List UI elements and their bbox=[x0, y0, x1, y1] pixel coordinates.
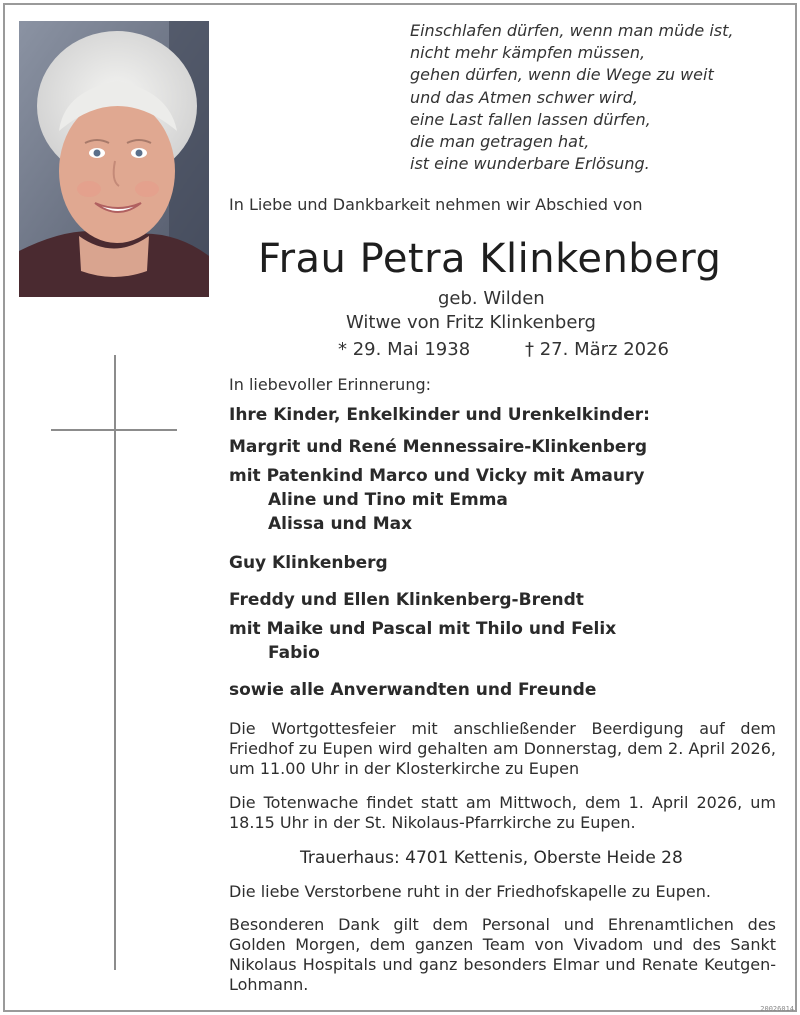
funeral-service-text: Die Wortgottesfeier mit anschließender Beerdigung auf dem Friedhof zu Eupen wird gehalten am Donnerstag, dem 2. April 2026, um 11.00 Uhr in der Klosterkirche zu Eupen bbox=[229, 719, 776, 778]
poem-line: und das Atmen schwer wird, bbox=[410, 87, 638, 107]
family-line: Aline und Tino mit Emma bbox=[268, 490, 508, 510]
poem bbox=[410, 20, 795, 175]
family-line: Fabio bbox=[268, 643, 320, 663]
poem-line: eine Last fallen lassen dürfen, bbox=[410, 109, 651, 129]
family-line: Margrit und René Mennessaire-Klinkenberg bbox=[229, 437, 648, 457]
mourning-house: Trauerhaus: 4701 Kettenis, Oberste Heide 28 bbox=[300, 848, 683, 868]
reference-code: 20026014 bbox=[760, 1005, 794, 1013]
family-heading: Ihre Kinder, Enkelkinder und Urenkelkinder: bbox=[229, 405, 650, 425]
cross-vertical bbox=[114, 355, 116, 970]
wake-text: Die Totenwache findet statt am Mittwoch, dem 1. April 2026, um 18.15 Uhr in der St. Nikolaus-Pfarrkirche zu Eupen. bbox=[229, 793, 776, 832]
deceased-name: Frau Petra Klinkenberg bbox=[258, 236, 722, 282]
family-line: mit Patenkind Marco und Vicky mit Amaury bbox=[229, 466, 645, 486]
death-date: † 27. März 2026 bbox=[525, 339, 670, 360]
family-line: mit Maike und Pascal mit Thilo und Felix bbox=[229, 619, 617, 639]
family-line: Alissa und Max bbox=[268, 514, 413, 534]
portrait-photo bbox=[19, 21, 209, 297]
widow-of: Witwe von Fritz Klinkenberg bbox=[346, 312, 596, 333]
poem-line: die man getragen hat, bbox=[410, 132, 590, 152]
poem-line: gehen dürfen, wenn die Wege zu weit bbox=[410, 65, 714, 85]
cross-horizontal bbox=[51, 429, 177, 431]
farewell-intro: In Liebe und Dankbarkeit nehmen wir Abschied von bbox=[229, 195, 643, 214]
poem-line: Einschlafen dürfen, wenn man müde ist, bbox=[410, 21, 734, 40]
remembrance-label: In liebevoller Erinnerung: bbox=[229, 375, 431, 394]
birth-date: * 29. Mai 1938 bbox=[338, 339, 471, 360]
maiden-name: geb. Wilden bbox=[438, 288, 545, 309]
poem-line: ist eine wunderbare Erlösung. bbox=[410, 154, 650, 174]
family-line: Freddy und Ellen Klinkenberg-Brendt bbox=[229, 590, 584, 610]
family-line: sowie alle Anverwandten und Freunde bbox=[229, 680, 597, 700]
poem-line: nicht mehr kämpfen müssen, bbox=[410, 43, 646, 63]
resting-place-text: Die liebe Verstorbene ruht in der Friedhofskapelle zu Eupen. bbox=[229, 882, 711, 901]
family-line: Guy Klinkenberg bbox=[229, 553, 388, 573]
thanks-text: Besonderen Dank gilt dem Personal und Ehrenamtlichen des Golden Morgen, dem ganzen Team von Vivadom und des Sankt Nikolaus Hospitals und ganz besonders Elmar und Renate Keutgen-Lohmann. bbox=[229, 915, 776, 994]
